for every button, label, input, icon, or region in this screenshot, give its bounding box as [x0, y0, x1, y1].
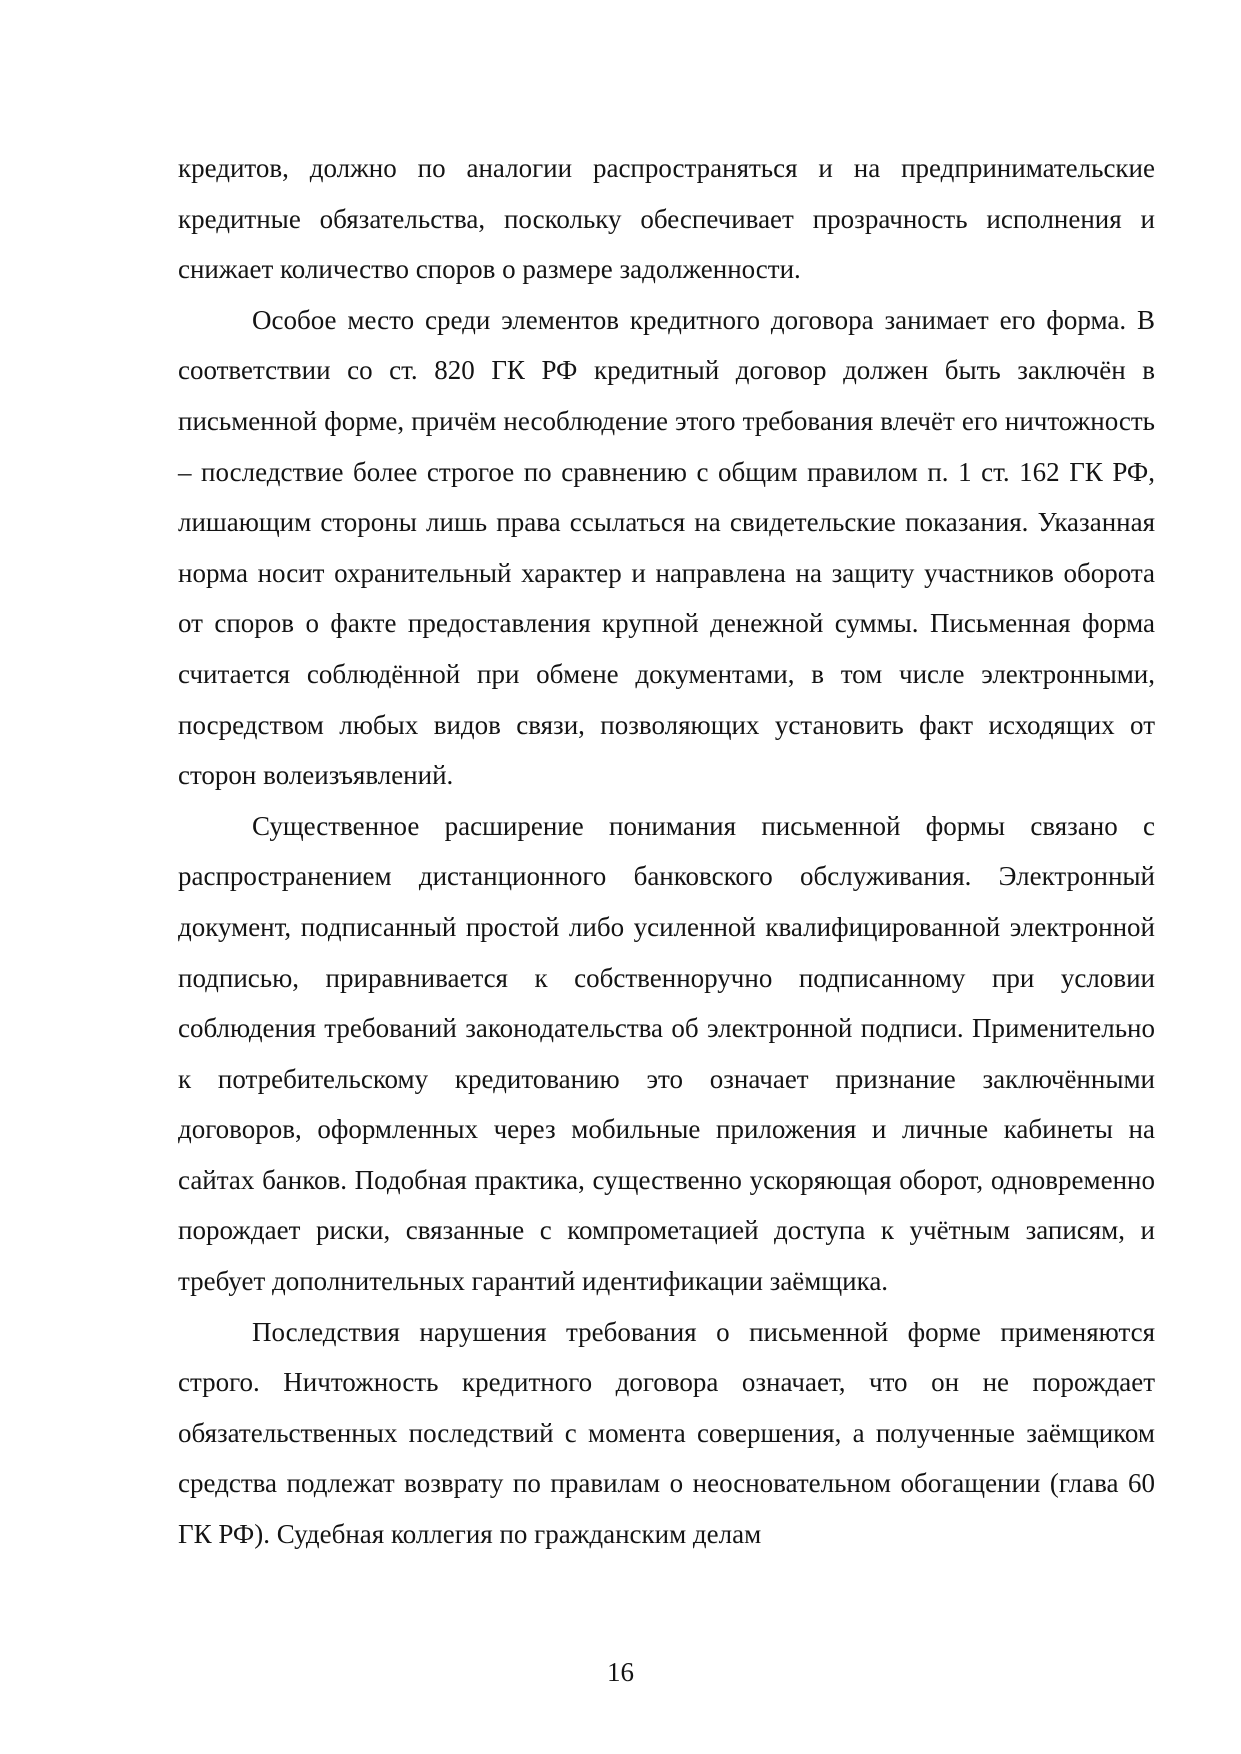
paragraph-credit-contract-form: Особое место среди элементов кредитного договора занимает его форма. В соответствии со ст. 820 ГК РФ кредитный договор должен быть заключён в письменной форме, причём несоблюдение этого требования влечёт его ничтожность – последствие более строгое по сравнению с общим правилом п. 1 ст. 162 ГК РФ, лишающим стороны лишь права ссылаться на свидетельские показания. Указанная норма носит охранительный характер и направлена на защиту участников оборота от споров о факте предоставления крупной денежной суммы. Письменная форма считается соблюдённой при обмене документами, в том числе электронными, посредством любых видов связи, позволяющих установить факт исходящих от сторон волеизъявлений. — [178, 304, 1155, 791]
paragraph-continuation: кредитов, должно по аналогии распространяться и на предпринимательские кредитные обязательства, поскольку обеспечивает прозрачность исполнения и снижает количество споров о размере задолженности. — [178, 153, 1155, 285]
page-number: 16 — [607, 1657, 634, 1687]
paragraph-electronic-form: Существенное расширение понимания письменной формы связано с распространением дистанционного банковского обслуживания. Электронный документ, подписанный простой либо усиленной квалифицированной электронной подписью, приравнивается к собственноручно подписанному при условии соблюдения требований законодательства об электронной подписи. Применительно к потребительскому кредитованию это означает признание заключёнными договоров, оформленных через мобильные приложения и личные кабинеты на сайтах банков. Подобная практика, существенно ускоряющая оборот, одновременно порождает риски, связанные с компрометацией доступа к учётным записям, и требует дополнительных гарантий идентификации заёмщика. — [178, 810, 1155, 1297]
body-text — [178, 143, 1155, 1560]
paragraph-violation-consequences: Последствия нарушения требования о письменной форме применяются строго. Ничтожность кредитного договора означает, что он не порождает обязательственных последствий с момента совершения, а полученные заёмщиком средства подлежат возврату по правилам о неосновательном обогащении (глава 60 ГК РФ). Судебная коллегия по гражданским делам — [178, 1316, 1155, 1550]
